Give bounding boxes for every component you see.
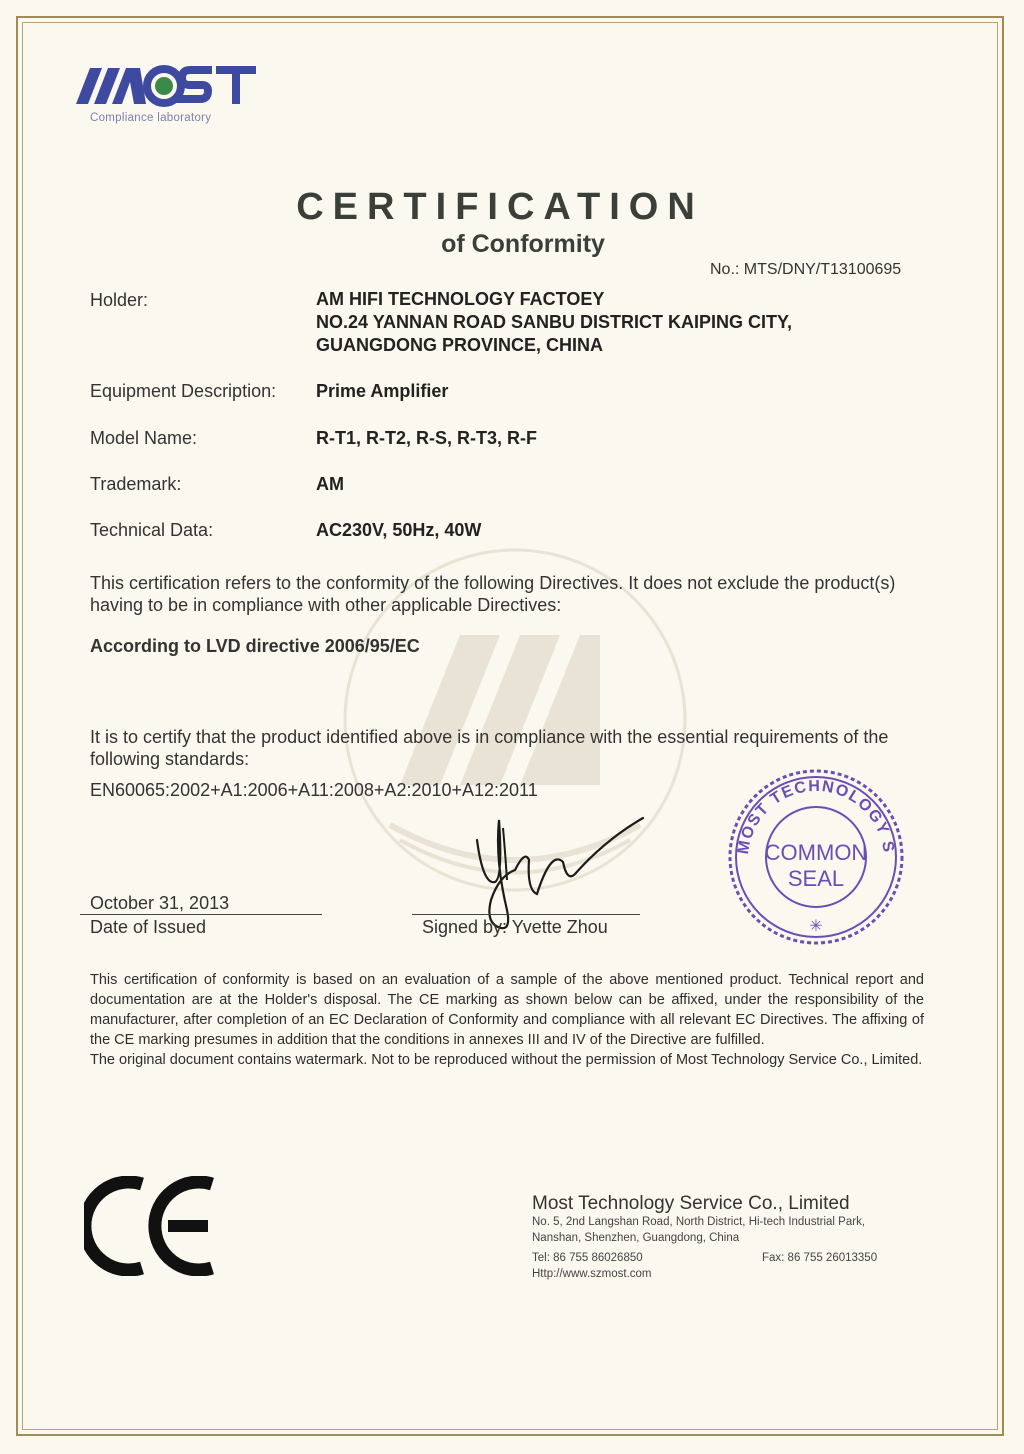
- equipment-value: Prime Amplifier: [316, 381, 449, 401]
- holder-line: NO.24 YANNAN ROAD SANBU DISTRICT KAIPING CITY,: [316, 312, 793, 332]
- footer-text-2: The original document contains watermark. Not to be reproduced without the permission of Most Technology Service Co., Limited.: [90, 1052, 923, 1068]
- common-seal-stamp: [718, 767, 914, 947]
- holder-line: AM HIFI TECHNOLOGY FACTOEY: [316, 289, 605, 309]
- seal-line2: SEAL: [787, 866, 845, 891]
- company-address-line: No. 5, 2nd Langshan Road, North District, Hi-tech Industrial Park,: [532, 1216, 866, 1228]
- date-rule: [80, 914, 322, 915]
- footer-text-1: This certification of conformity is based on an evaluation of a sample of the above mentioned product. Technical report and documentation are at the Holder's disposal. The CE marking as shown below can be affixed, under the responsibility of the manufacturer, after completion of an EC Declaration of Conformity and compliance with all relevant EC Directives. The affixing of the CE marking presumes in addition that the conditions in annexes III and IV of the Directive are fulfilled.: [90, 972, 924, 1048]
- issue-date: October 31, 2013: [90, 893, 230, 913]
- company-tel: Tel: 86 755 86026850: [532, 1252, 643, 1264]
- company-name: Most Technology Service Co., Limited: [532, 1193, 850, 1214]
- technical-value: AC230V, 50Hz, 40W: [316, 520, 482, 540]
- signed-by-label: Signed by: Yvette Zhou: [422, 917, 608, 937]
- equipment-label: Equipment Description:: [90, 381, 277, 401]
- svg-text:MOST TECHNOLOGY SERVICE CO.,LI: MOST TECHNOLOGY S: [734, 777, 897, 856]
- svg-text:✳: ✳: [809, 918, 823, 935]
- company-fax: Fax: 86 755 26013350: [762, 1252, 878, 1264]
- directive-paragraph: This certification refers to the conformity of the following Directives. It does not exclude the product(s) having to be in compliance with other applicable Directives:: [90, 573, 896, 615]
- certify-paragraph: It is to certify that the product identified above is in compliance with the essential requirements of the following standards:: [90, 727, 889, 769]
- model-label: Model Name:: [90, 428, 198, 448]
- footer-paragraph: [90, 970, 924, 1070]
- ce-mark: [84, 1176, 220, 1276]
- holder-line: GUANGDONG PROVINCE, CHINA: [316, 335, 604, 355]
- trademark-label: Trademark:: [90, 474, 182, 494]
- certificate-title: CERTIFICATION: [296, 186, 704, 228]
- trademark-value: AM: [316, 474, 344, 494]
- model-value: R-T1, R-T2, R-S, R-T3, R-F: [316, 428, 537, 448]
- date-label: Date of Issued: [90, 917, 207, 937]
- holder-value: [316, 288, 792, 357]
- seal-line1: COMMON: [764, 840, 868, 865]
- directive-line: According to LVD directive 2006/95/EC: [90, 636, 420, 656]
- standards-line: EN60065:2002+A1:2006+A11:2008+A2:2010+A12:2011: [90, 780, 538, 800]
- logo-caption: Compliance laboratory: [90, 112, 212, 124]
- signature-rule: [412, 914, 640, 915]
- certificate-subtitle: of Conformity: [441, 230, 605, 258]
- certificate-number: No.: MTS/DNY/T13100695: [710, 261, 902, 278]
- company-address-line: Nanshan, Shenzhen, Guangdong, China: [532, 1232, 740, 1244]
- technical-label: Technical Data:: [90, 520, 214, 540]
- company-url: Http://www.szmost.com: [532, 1268, 652, 1280]
- holder-label: Holder:: [90, 290, 149, 310]
